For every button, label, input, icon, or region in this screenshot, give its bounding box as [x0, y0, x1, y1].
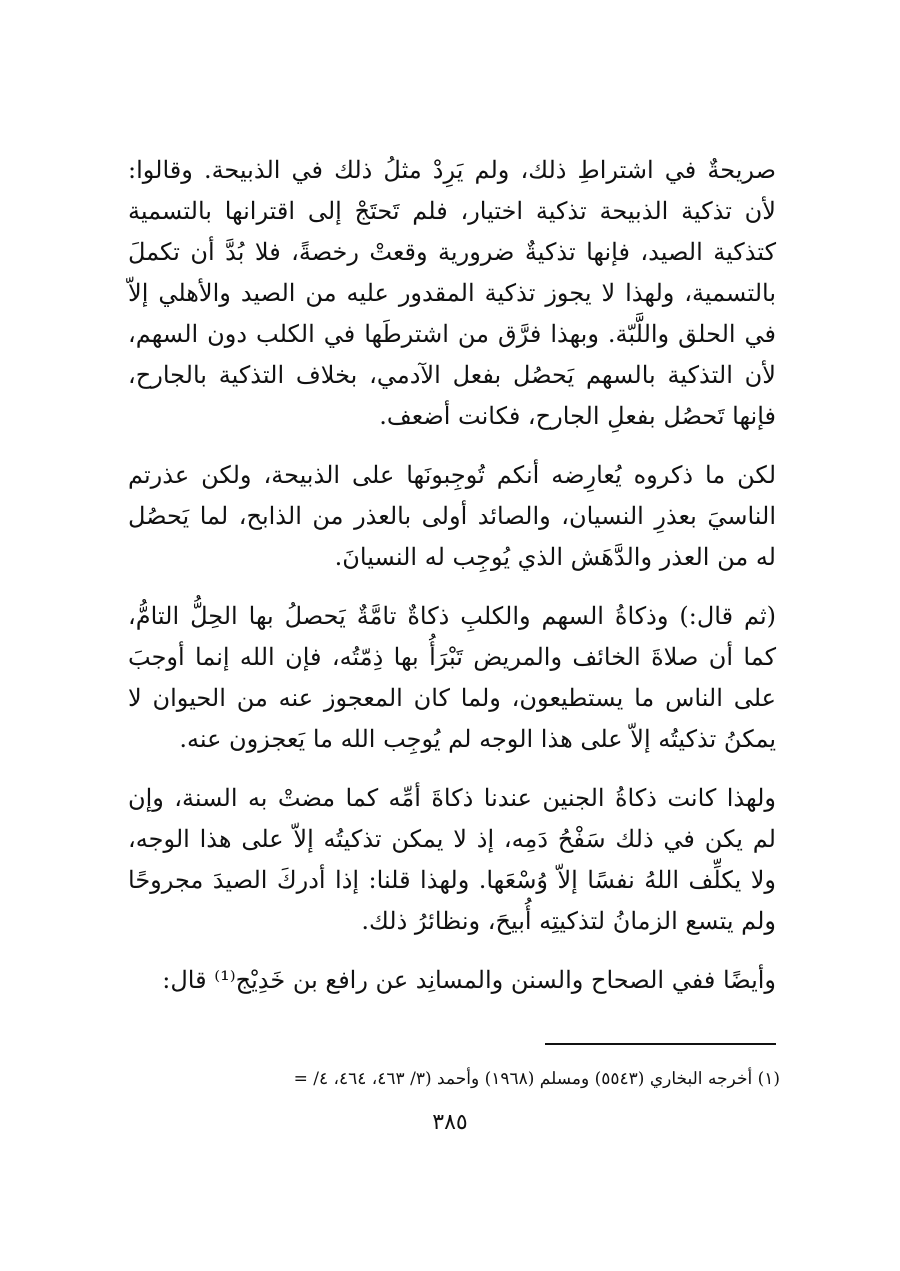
footnote: (١) أخرجه البخاري (٥٥٤٣) ومسلم (١٩٦٨) وأحمد (٣/ ٤٦٣، ٤٦٤، ٤/ =	[293, 1069, 780, 1089]
page-number: ٣٨٥	[432, 1110, 468, 1135]
paragraph-1: صريحةٌ في اشتراطِ ذلك، ولم يَرِدْ مثلُ ذلك في الذبيحة. وقالوا: لأن تذكية الذبيحة تذكية اختيار، فلم تَحتَجْ إلى اقترانها بالتسمية كتذكية الصيد، فإنها تذكيةٌ ضرورية وقعتْ رخصةً، فلا بُدَّ أن تكملَ بالتسمية، ولهذا لا يجوز تذكية المقدور عليه من الصيد والأهلي إلاّ في الحلق واللَّبّة. وبهذا فرَّق من اشترطَها في الكلب دون السهم، لأن التذكية بالسهم يَحصُل بفعل الآدمي، بخلاف التذكية بالجارح، فإنها تَحصُل بفعلِ الجارح، فكانت أضعف.	[128, 156, 776, 430]
paragraph-3: (ثم قال:) وذكاةُ السهم والكلبِ ذكاةٌ تامَّةٌ يَحصلُ بها الحِلُّ التامُّ، كما أن صلاةَ الخائف والمريض تَبْرَأُ بها ذِمّتُه، فإن الله إنما أوجبَ على الناس ما يستطيعون، ولما كان المعجوز عنه من الحيوان لا يمكنُ تذكيتُه إلاّ على هذا الوجه لم يُوجِب الله ما يَعجزون عنه.	[128, 602, 776, 753]
footnote-divider	[545, 1043, 776, 1045]
paragraph-4: ولهذا كانت ذكاةُ الجنين عندنا ذكاةَ أمِّه كما مضتْ به السنة، وإن لم يكن في ذلك سَفْحُ دَمِه، إذ لا يمكن تذكيتُه إلاّ على هذا الوجه، ولا يكلِّف اللهُ نفسًا إلاّ وُسْعَها. ولهذا قلنا: إذا أدركَ الصيدَ مجروحًا ولم يتسع الزمانُ لتذكيتِه أُبيحَ، ونظائرُ ذلك.	[128, 784, 776, 935]
paragraph-2: لكن ما ذكروه يُعارِضه أنكم تُوجِبونَها على الذبيحة، ولكن عذرتم الناسيَ بعذرِ النسيان، والصائد أولى بالعذر من الذابح، لما يَحصُل له من العذر والدَّهَش الذي يُوجِب له النسيانَ.	[128, 461, 776, 571]
main-text	[128, 150, 776, 1001]
paragraph-5: وأيضًا ففي الصحاح والسنن والمسانِد عن رافع بن خَدِيْج⁽¹⁾ قال:	[162, 966, 776, 994]
